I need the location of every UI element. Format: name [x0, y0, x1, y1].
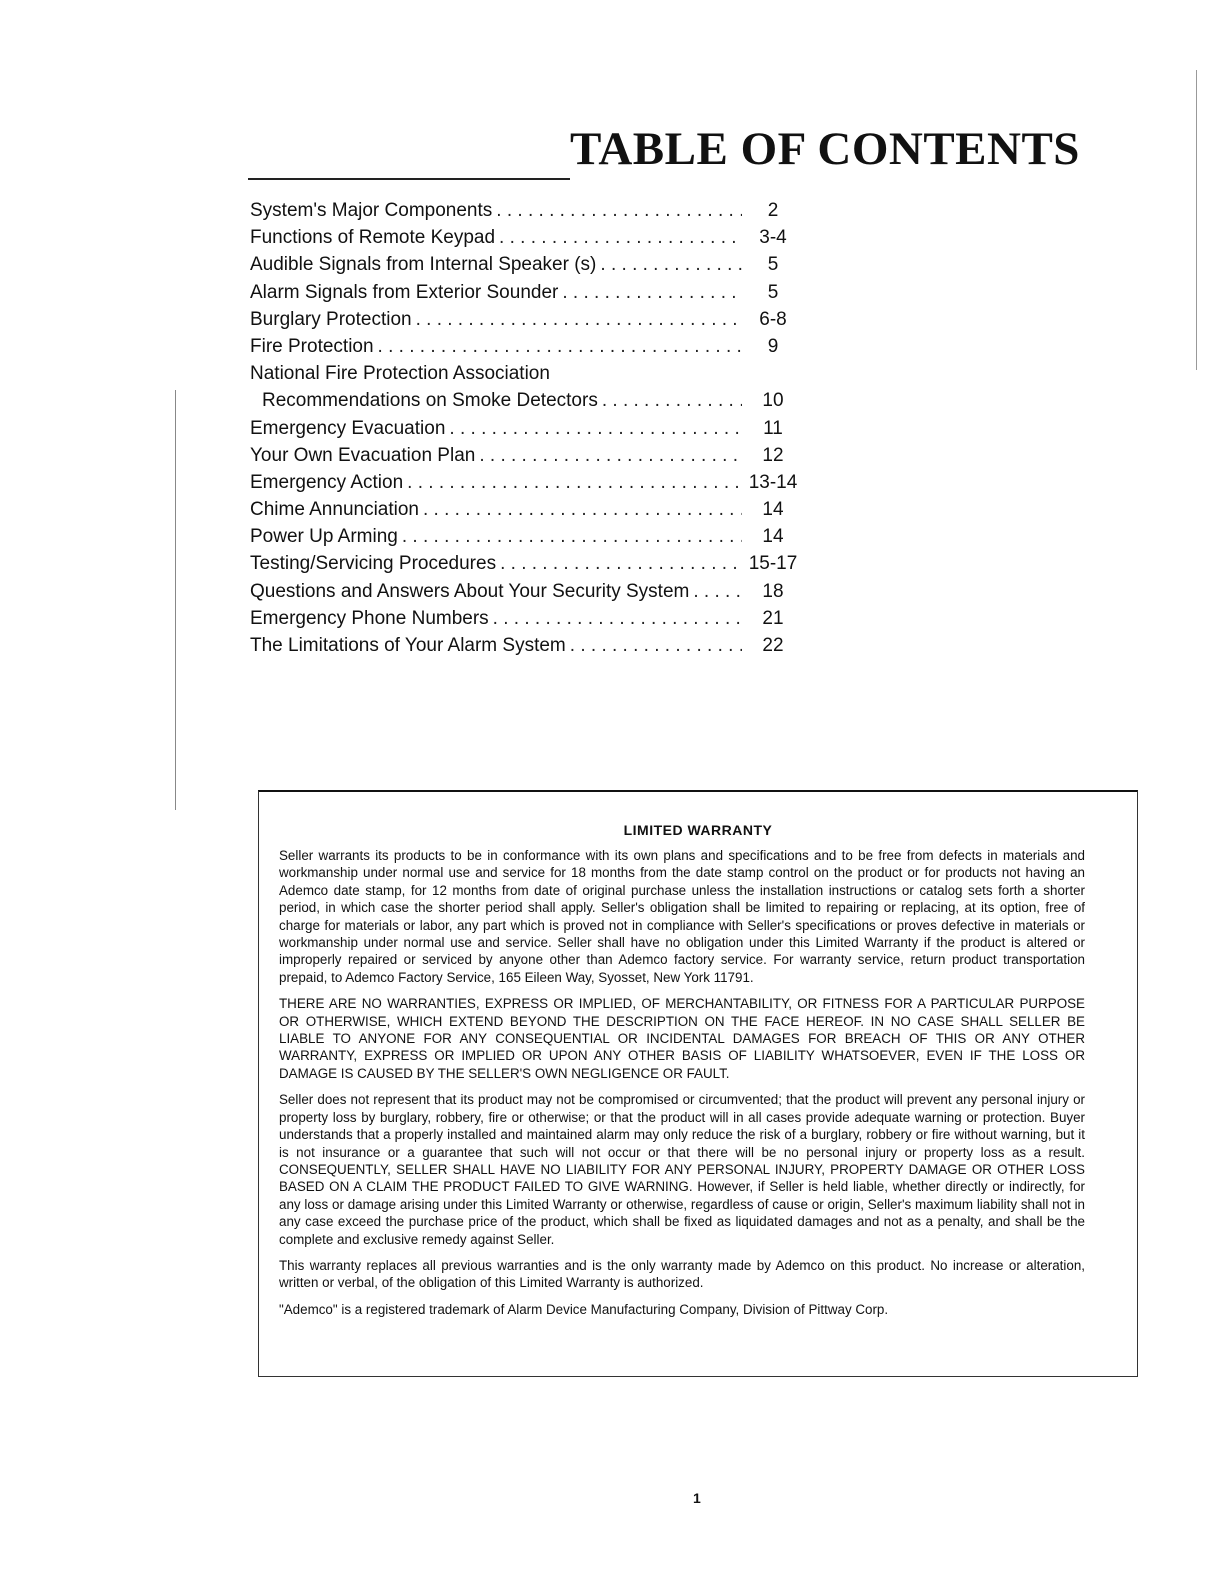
toc-entry [250, 499, 800, 526]
toc-entry-page: 10 [762, 390, 784, 412]
dot-leader [449, 418, 742, 440]
warranty-paragraph: Seller warrants its products to be in conformance with its own plans and specifications and to be free from defects in materials and workmanship under normal use and service for 18 months from the date stamp control on the product or for products not having an Ademco date stamp, for 12 months from date of original purchase unless the installation instructions or catalog sets forth a shorter period, in which case the shorter period shall apply. Seller's obligation shall be limited to repairing or replacing, at its option, free of charge for materials or labor, any part which is proved not in compliance with Seller's specifications or proves defective in materials or workmanship under normal use and service. Seller shall have no obligation under this Limited Warranty if the product is altered or improperly repaired or serviced by anyone other than Ademco factory service. For warranty service, return product transportation prepaid, to Ademco Factory Service, 165 Eileen Way, Syosset, New York 11791. [279, 848, 1085, 985]
toc-entry [250, 200, 800, 227]
toc-entry [250, 363, 800, 390]
toc-entry-label: Alarm Signals from Exterior Sounder [250, 281, 559, 303]
dot-leader [479, 445, 742, 467]
toc-entry-page: 14 [762, 499, 784, 521]
toc-entry-page: 14 [762, 526, 784, 548]
scan-edge-left [175, 390, 176, 810]
limited-warranty-box [258, 790, 1138, 1377]
toc-entry-page: 3-4 [759, 227, 787, 249]
toc-entry-page: 6-8 [759, 308, 787, 330]
toc-entry-page: 5 [767, 281, 779, 303]
toc-entry-label: Fire Protection [250, 335, 374, 357]
toc-entry-label: Testing/Servicing Procedures [250, 553, 497, 575]
toc-entry-label: Recommendations on Smoke Detectors [262, 390, 598, 412]
dot-leader [499, 227, 742, 249]
toc-entry [250, 282, 800, 309]
toc-entry [250, 553, 800, 580]
dot-leader [570, 635, 742, 657]
toc-entry-label: Chime Annunciation [250, 499, 419, 521]
toc-entry-page: 15-17 [748, 553, 798, 575]
dot-leader [500, 553, 742, 575]
warranty-paragraph: Seller does not represent that its product may not be compromised or circumvented; that the product will prevent any personal injury or property loss by burglary, robbery, fire or otherwise; or that the product will in all cases provide adequate warning or protection. Buyer understands that a properly installed and maintained alarm may only reduce the risk of a burglary, robbery or fire without warning, but it is not insurance or a guarantee that such will not occur or that there will be no personal injury or property loss as a result. CONSEQUENTLY, SELLER SHALL HAVE NO LIABILITY FOR ANY PERSONAL INJURY, PROPERTY DAMAGE OR OTHER LOSS BASED ON A CLAIM THE PRODUCT FAILED TO GIVE WARNING. However, if Seller is held liable, whether directly or indirectly, for any loss or damage arising under this Limited Warranty or otherwise, regardless of cause or origin, Seller's maximum liability shall not in any case exceed the purchase price of the product, which shall be fixed as liquidated damages and not as a penalty, and shall be the complete and exclusive remedy against Seller. [279, 1092, 1085, 1247]
dot-leader [602, 390, 742, 412]
toc-entry [250, 635, 800, 662]
toc-entry-page: 22 [762, 635, 784, 656]
toc-entry-page: 12 [762, 444, 784, 466]
dot-leader [407, 472, 742, 494]
toc-entry [250, 418, 800, 445]
scan-edge-right [1196, 70, 1197, 370]
toc-entry-label: Your Own Evacuation Plan [250, 444, 476, 466]
toc-entry-label: Questions and Answers About Your Security System [250, 580, 690, 602]
toc-entry [250, 445, 800, 472]
warranty-paragraph: THERE ARE NO WARRANTIES, EXPRESS OR IMPLIED, OF MERCHANTABILITY, OR FITNESS FOR A PARTICULAR PURPOSE OR OTHERWISE, WHICH EXTEND BEYOND THE DESCRIPTION ON THE FACE HEREOF. IN NO CASE SHALL SELLER BE LIABLE TO ANYONE FOR ANY CONSEQUENTIAL OR INCIDENTAL DAMAGES FOR BREACH OF THIS OR ANY OTHER WARRANTY, EXPRESS OR IMPLIED OR UPON ANY OTHER BASIS OF LIABILITY WHATSOEVER, EVEN IF THE LOSS OR DAMAGE IS CAUSED BY THE SELLER'S OWN NEGLIGENCE OR FAULT. [279, 996, 1085, 1081]
toc-entry [250, 526, 800, 553]
dot-leader [416, 309, 742, 331]
toc-entry-label: Functions of Remote Keypad [250, 227, 496, 249]
dot-leader [402, 526, 742, 548]
title-rule [248, 178, 570, 180]
warranty-paragraph: "Ademco" is a registered trademark of Alarm Device Manufacturing Company, Division of Pittway Corp. [279, 1301, 889, 1317]
toc-entry-label: Emergency Phone Numbers [250, 607, 489, 629]
toc-entry [250, 227, 800, 254]
toc-entry-page: 2 [767, 200, 779, 221]
toc-entry-label: Power Up Arming [250, 526, 398, 548]
toc-entry [250, 336, 800, 363]
dot-leader [600, 254, 742, 276]
dot-leader [562, 282, 742, 304]
toc-entry [250, 390, 800, 417]
toc-entry-page: 5 [767, 254, 779, 276]
toc-entry-page: 21 [762, 607, 784, 629]
toc-entry [250, 254, 800, 281]
dot-leader [693, 581, 742, 603]
table-of-contents [250, 200, 800, 662]
toc-entry-label: The Limitations of Your Alarm System [250, 635, 566, 656]
toc-entry-label: Emergency Evacuation [250, 417, 446, 439]
toc-entry-page: 18 [762, 580, 784, 602]
dot-leader [423, 499, 742, 521]
page-number: 1 [693, 1490, 701, 1506]
page-title: TABLE OF CONTENTS [570, 123, 1080, 175]
toc-entry-label: Emergency Action [250, 471, 404, 493]
toc-entry-page: 11 [763, 417, 783, 439]
dot-leader [378, 336, 742, 358]
toc-entry [250, 581, 800, 608]
warranty-body [279, 847, 1085, 1327]
toc-entry-page: 9 [767, 335, 779, 357]
warranty-paragraph: This warranty replaces all previous warranties and is the only warranty made by Ademco on this product. No increase or alteration, written or verbal, of the obligation of this Limited Warranty is authorized. [279, 1257, 1085, 1291]
toc-entry [250, 608, 800, 635]
toc-entry [250, 472, 800, 499]
toc-entry-label: System's Major Components [250, 200, 493, 221]
dot-leader [493, 608, 742, 630]
toc-entry-label: National Fire Protection Association [250, 363, 550, 385]
toc-entry-label: Audible Signals from Internal Speaker (s) [250, 254, 597, 276]
warranty-heading: LIMITED WARRANTY [623, 822, 773, 838]
dot-leader [496, 200, 742, 222]
toc-entry [250, 309, 800, 336]
toc-entry-label: Burglary Protection [250, 308, 412, 330]
toc-entry-page: 13-14 [748, 471, 798, 493]
